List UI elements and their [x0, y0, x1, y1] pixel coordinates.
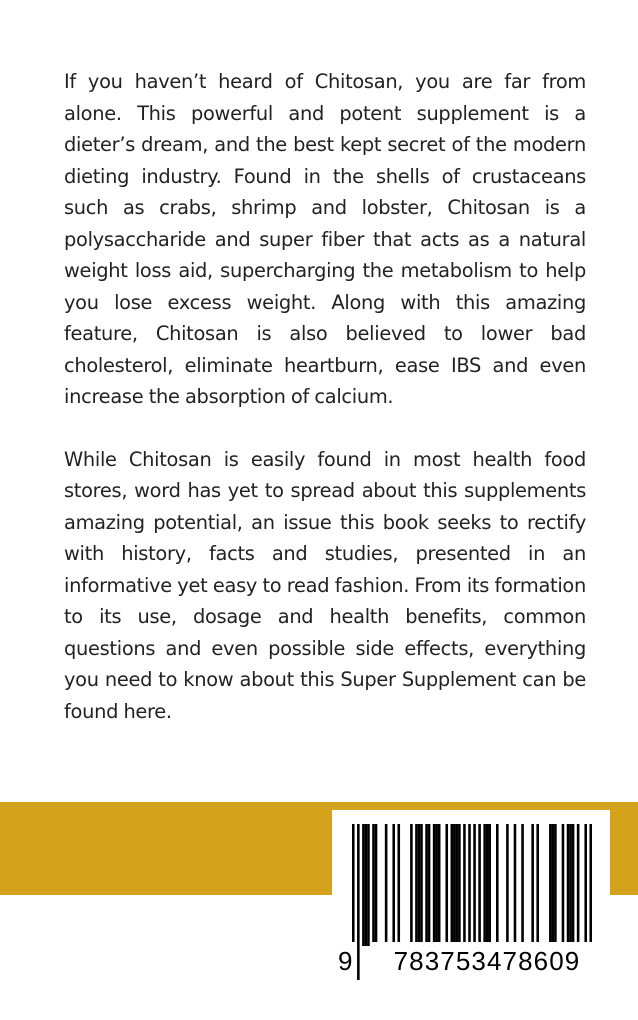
- barcode-bar: [428, 824, 431, 946]
- barcode-bar: [496, 824, 499, 946]
- barcode-bar: [365, 824, 368, 946]
- barcode-bar: [425, 824, 428, 946]
- barcode-bar: [521, 824, 524, 946]
- barcode-bar: [567, 824, 570, 946]
- barcode-bar: [536, 824, 539, 946]
- barcode-bar: [506, 824, 509, 946]
- barcode-bar: [445, 824, 448, 946]
- back-cover-description: [64, 66, 586, 727]
- barcode-bar: [385, 824, 388, 946]
- barcode-bar: [531, 824, 534, 946]
- barcode-bar: [569, 824, 572, 946]
- barcode-bar: [362, 824, 365, 946]
- barcode-bar: [415, 824, 418, 946]
- barcode-bar: [451, 824, 454, 946]
- barcode-bar: [453, 824, 456, 946]
- barcode-bar: [552, 824, 555, 946]
- barcode-bar: [367, 824, 370, 946]
- barcode-bar: [458, 824, 461, 946]
- barcode-bar: [478, 824, 481, 946]
- barcode-bar: [562, 824, 565, 946]
- barcode-bar: [456, 824, 459, 946]
- barcode-bar: [372, 824, 375, 946]
- barcode-bar: [418, 824, 421, 946]
- barcode-bar: [410, 824, 413, 946]
- barcode-bar: [483, 824, 486, 946]
- barcode-bar: [577, 824, 580, 946]
- isbn-lead-digit: 9: [338, 942, 356, 980]
- barcode-bar: [392, 824, 395, 946]
- barcode-bar: [554, 824, 557, 946]
- barcode-bar: [438, 824, 441, 946]
- barcode-bar: [514, 824, 517, 946]
- barcode-bar: [433, 824, 436, 946]
- barcode-bar: [375, 824, 378, 946]
- barcode-bar: [397, 824, 400, 946]
- barcode-bar: [463, 824, 466, 946]
- barcode-bar: [572, 824, 575, 946]
- barcode-bar: [549, 824, 552, 946]
- barcode-bar: [420, 824, 423, 946]
- isbn-number: [338, 942, 604, 980]
- barcode-bar: [488, 824, 491, 946]
- isbn-barcode-panel: [332, 810, 610, 1020]
- barcode-bar: [435, 824, 438, 946]
- description-paragraph-1: If you haven’t heard of Chitosan, you are far from alone. This powerful and potent supplement is a dieter’s dream, and the best kept secret of the modern dieting industry. Found in the shells of crustaceans such as crabs, shrimp and lobster, Chitosan is a polysaccharide and super fiber that acts as a natural weight loss aid, supercharging the metabolism to help you lose excess weight. Along with this amazing feature, Chitosan is also believed to lower bad cholesterol, eliminate heartburn, ease IBS and even increase the absorption of calcium.: [64, 70, 586, 408]
- description-paragraph-2: While Chitosan is easily found in most health food stores, word has yet to spread about this supplements amazing potential, an issue this book seeks to rectify with history, facts and studies, presented in an informative yet easy to read fashion. From its formation to its use, dosage and health benefits, common questions and even possible side effects, everything you need to know about this Super Supplement can be found here.: [64, 447, 586, 723]
- isbn-digits: 783753478609: [372, 942, 602, 980]
- barcode-bar: [486, 824, 489, 946]
